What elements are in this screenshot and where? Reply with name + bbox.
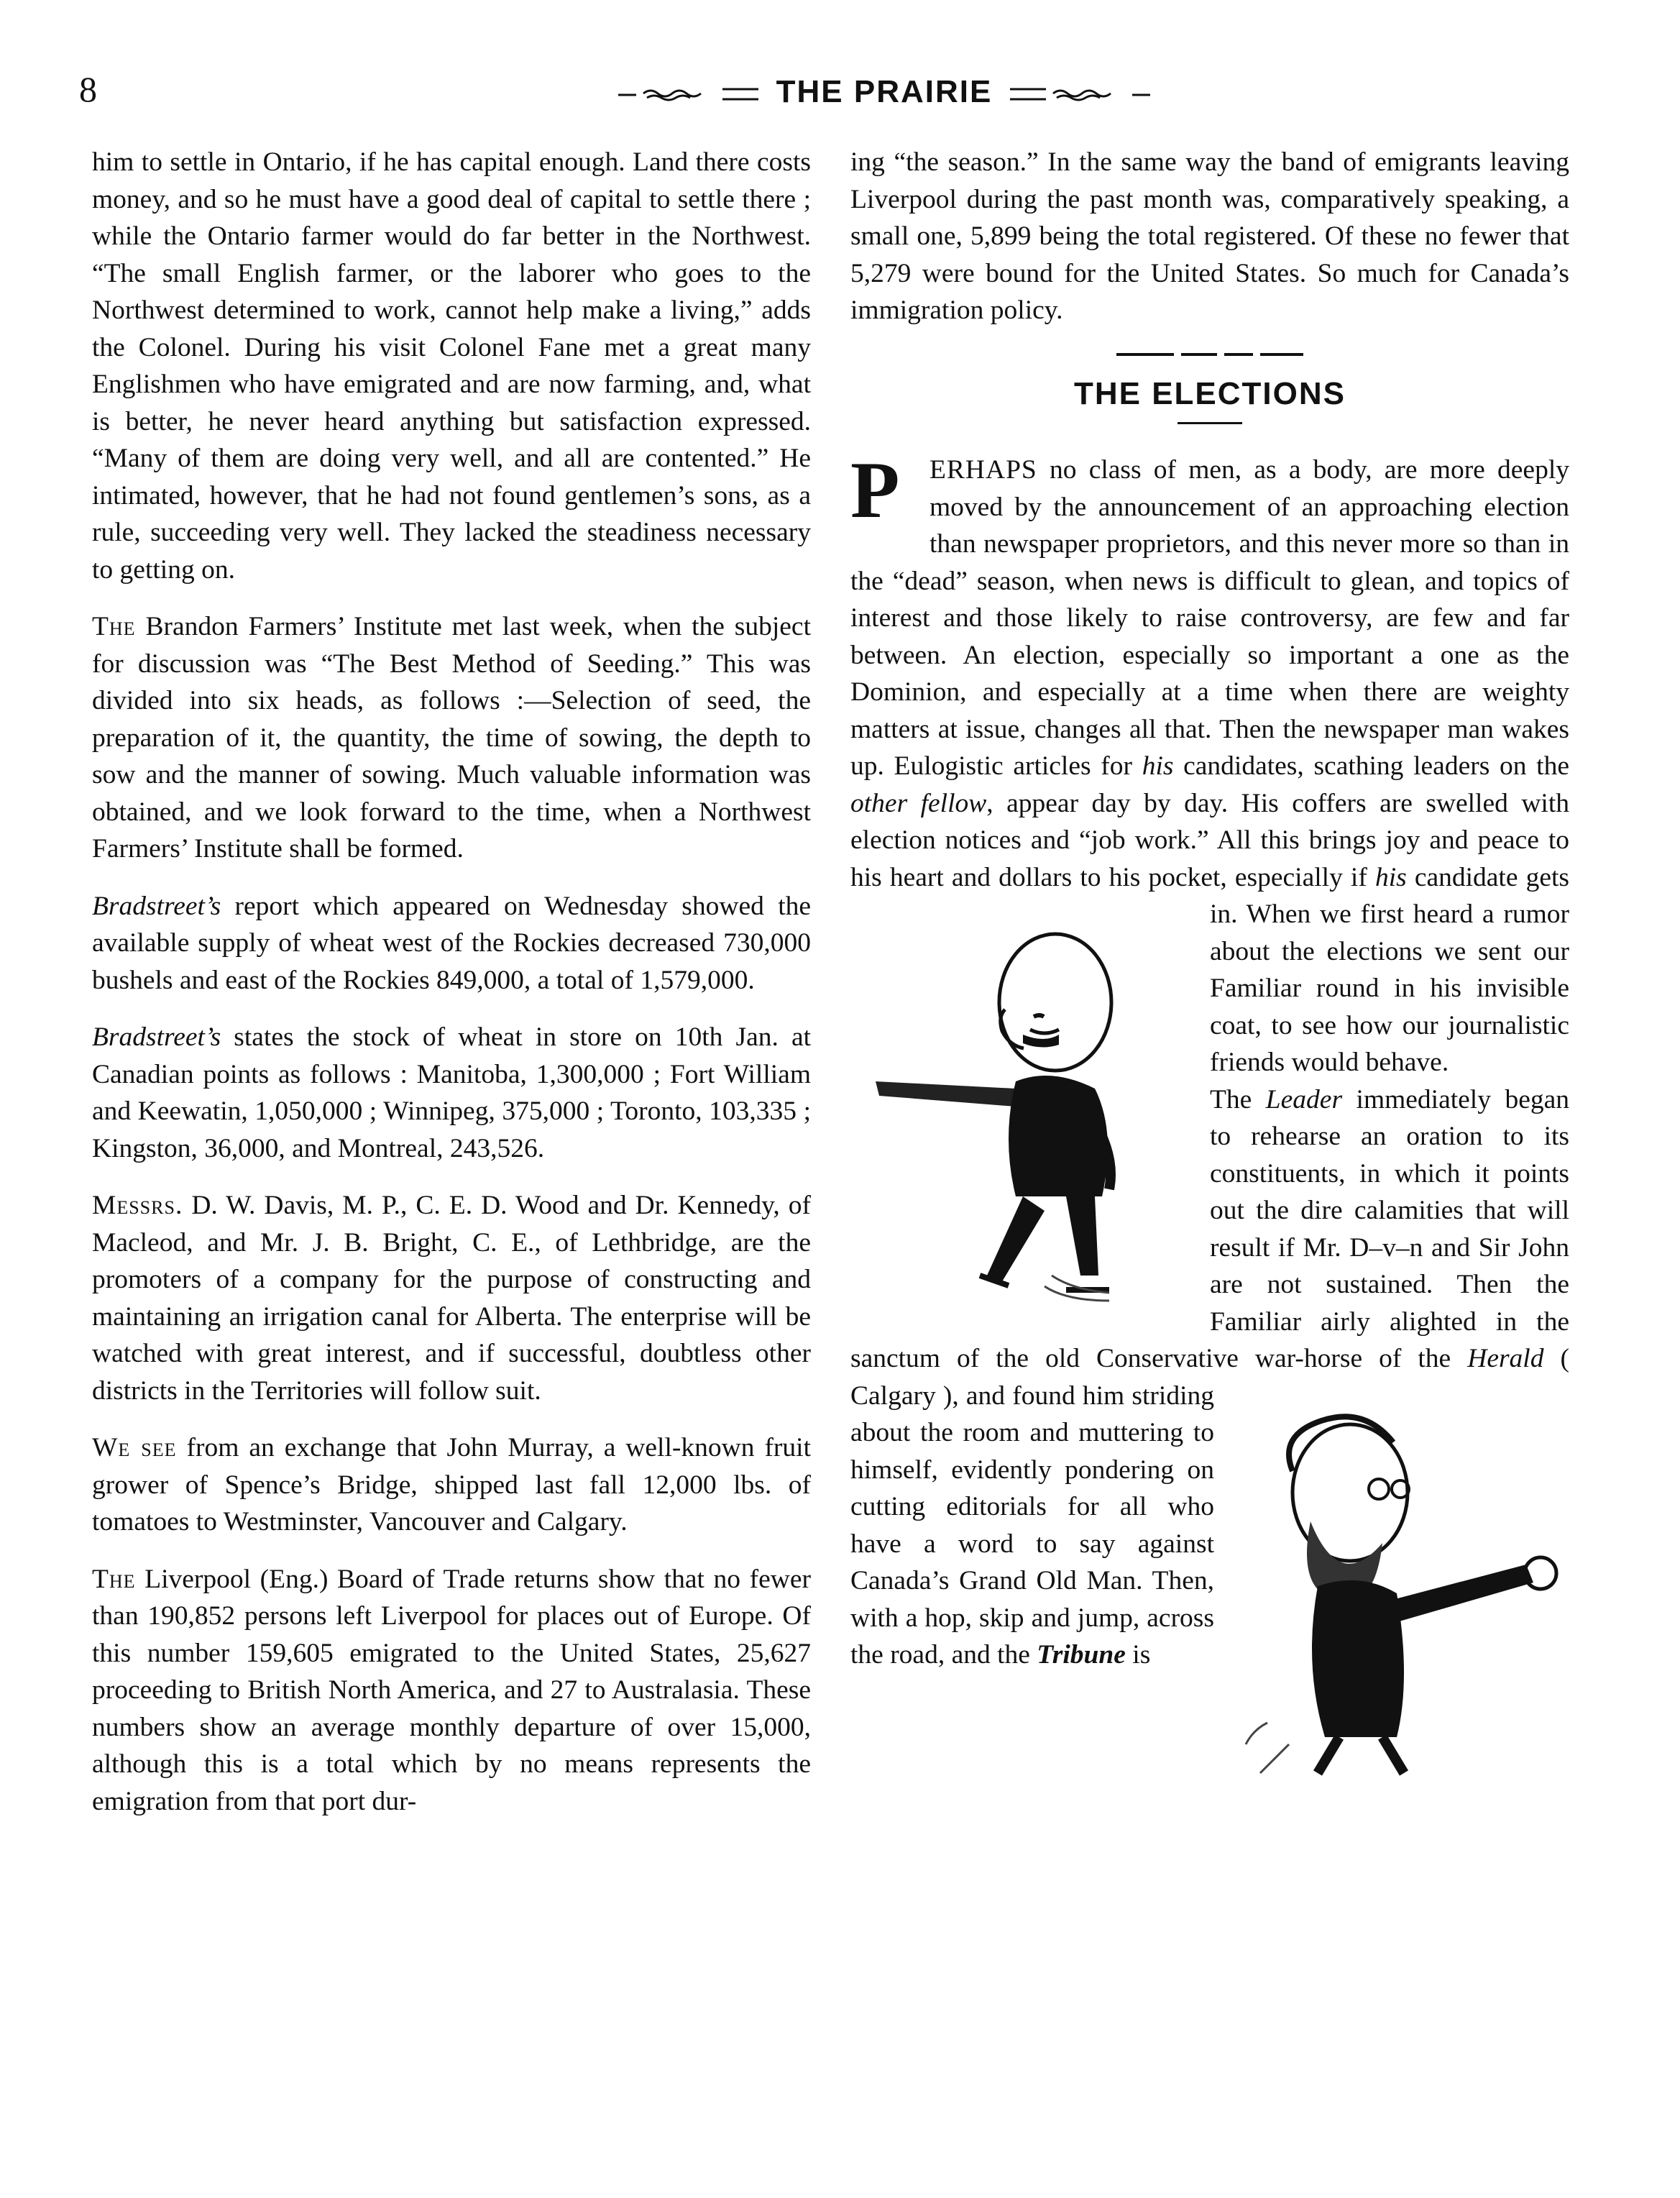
lead-word: Bradstreet’s [92, 1022, 221, 1052]
left-column [92, 144, 811, 1840]
paragraph-text: from an exchange that John Murray, a well-known fruit grower of Spence’s Bridge, shipped last fall 12,000 lbs. of tomatoes to Westminster, Vancouver and Calgary. [92, 1433, 812, 1537]
caricature-bald-man-pointing-icon [850, 902, 1195, 1326]
lead-word: The [92, 612, 136, 641]
liverpool-paragraph [92, 1561, 811, 1821]
caricature-figure-2 [1224, 1385, 1569, 1798]
caricature-bearded-man-shouting-icon [1224, 1385, 1569, 1787]
page-number: 8 [79, 69, 97, 109]
paragraph-text: immediately began to rehearse an oration to its constituents, in which it points out the dire calamities that will result if Mr. D–v–n and Sir John are not sustained. Then the Familiar airly alighted in the sanctum of the old Conservative war-horse of the [850, 1084, 1569, 1373]
page-header [79, 68, 1610, 119]
right-column [850, 144, 1569, 1800]
paragraph-text: ( Calgary ), and found him striding about the room and muttering to himself, evidently pondering on cutting editorials for all who have a word to say against Canada’s Grand Old Man. Then, with a hop, skip and jump, across the road, and the [850, 1344, 1570, 1670]
article-paragraph: him to settle in Ontario, if he has capital enough. Land there costs money, and so he must have a good deal of capital to settle there ; while the Ontario farmer would do far better in the Northwest. “The small English farmer, or the laborer who goes to the Northwest determined to work, cannot help make a living,” adds the Colonel. During his visit Colonel Fane met a great many Englishmen who have emigrated and are now farming, and, what is better, he never heard anything but satisfaction expressed. “Many of them are doing very well, and all are contented.” He intimated, however, that he had not found gentlemen’s sons, as a rule, succeeding very well. They lacked the steadiness necessary to getting on. [92, 147, 811, 585]
paragraph-text: candidate gets in. When we first heard a rumor about the elections we sent our Familiar round in his invisible coat, to see how our journalistic friends would behave. [1210, 862, 1570, 1077]
paragraph-text: , appear day by day. His coffers are swelled with election notices and “job work.” All this brings joy and peace to his heart and dollars to his pocket, especially if [850, 788, 1570, 892]
paragraph-text: D. W. Davis, M. P., C. E. D. Wood and Dr. Kennedy, of Macleod, and Mr. J. B. Bright, C. E., of Lethbridge, are the promoters of a company for the purpose of constructing and maintaining an irrigation canal for Alberta. The enterprise will be watched with great interest, and if successful, doubtless other districts in the Territories will follow suit. [92, 1191, 812, 1406]
paragraph-text: candidates, scathing leaders on the [1183, 751, 1569, 781]
emphasis: Tribune [1037, 1640, 1126, 1670]
lead-word: Messrs. [92, 1191, 183, 1220]
paragraph-text: Brandon Farmers’ Institute met last week, when the subject for discussion was “The Best Method of Seeding.” This was divided into six heads, as follows :—Selection of seed, the preparation of it, the quantity, the time of sowing, the depth to sow and the manner of sowing. Much valuable information was obtained, and we look forward to the time, when a Northwest Farmers’ Institute shall be formed. [92, 612, 811, 864]
brandon-institute-paragraph [92, 608, 811, 868]
lead-word: The [92, 1564, 136, 1594]
emphasis: other fellow [850, 788, 987, 818]
left-ornament-icon [615, 85, 766, 102]
emphasis: his [1374, 862, 1407, 892]
lead-word: We see [92, 1433, 177, 1462]
masthead [525, 74, 1244, 110]
lead-word: ERHAPS [929, 455, 1037, 485]
tomatoes-paragraph [92, 1429, 811, 1541]
paragraph-text: no class of men, as a body, are more deeply moved by the announcement of an approaching election than newspaper proprietors, and this never more so than in the “dead” season, when news is difficult to glean, and topics of interest and those likely to raise controversy, are few and far between. An election, especially so important a one as the Dominion, and especially at a time when there are weighty matters at issue, changes all that. Then the newspaper man wakes up. Eulogistic articles for [850, 455, 1569, 781]
drop-cap [850, 446, 922, 535]
paragraph-text: Liverpool (Eng.) Board of Trade returns show that no fewer than 190,852 persons left Liverpool for places out of Europe. Of this number 159,605 emigrated to the United States, 25,627 proceeding to British North America, and 27 to Australasia. These numbers show an average monthly departure of over 15,000, although this is a total which by no means represents the emigration from that port dur- [92, 1564, 811, 1816]
publication-title: THE PRAIRIE [776, 74, 993, 109]
right-ornament-icon [1003, 85, 1154, 102]
section-divider [1109, 349, 1311, 360]
paragraph-text: states the stock of wheat in store on 10th Jan. at Canadian points as follows : Manitoba, 1,300,000 ; Fort William and Keewatin, 1,050,000 ; Winnipeg, 375,000 ; Toronto, 103,335 ; Kingston, 36,000, and Montreal, 243,526. [92, 1022, 812, 1163]
emphasis: Leader [1265, 1084, 1343, 1114]
emphasis: his [1142, 751, 1174, 781]
title-rule [1178, 422, 1242, 424]
emigration-continued-paragraph: ing “the season.” In the same way the band of emigrants leaving Liverpool during the past month was, comparatively speaking, a small one, 5,899 being the total registered. Of these no fewer that 5,279 were bound for the United States. So much for Canada’s immigration policy. [850, 147, 1569, 325]
paragraph-text: The [1210, 1084, 1252, 1114]
lead-word: Bradstreet’s [92, 891, 221, 921]
caricature-figure-1 [850, 902, 1195, 1337]
bradstreet-report-paragraph [92, 888, 811, 999]
paragraph-text: is [1132, 1640, 1151, 1670]
irrigation-canal-paragraph [92, 1187, 811, 1409]
emphasis: Herald [1467, 1344, 1544, 1373]
elections-paragraph [850, 446, 1570, 1081]
section-title: THE ELECTIONS [1073, 375, 1346, 411]
drop-cap-letter: P [850, 446, 900, 535]
bradstreet-stock-paragraph [92, 1019, 811, 1167]
paragraph-text: report which appeared on Wednesday showed the available supply of wheat west of the Rockies decreased 730,000 bushels and east of the Rockies 849,000, a total of 1,579,000. [92, 891, 812, 995]
